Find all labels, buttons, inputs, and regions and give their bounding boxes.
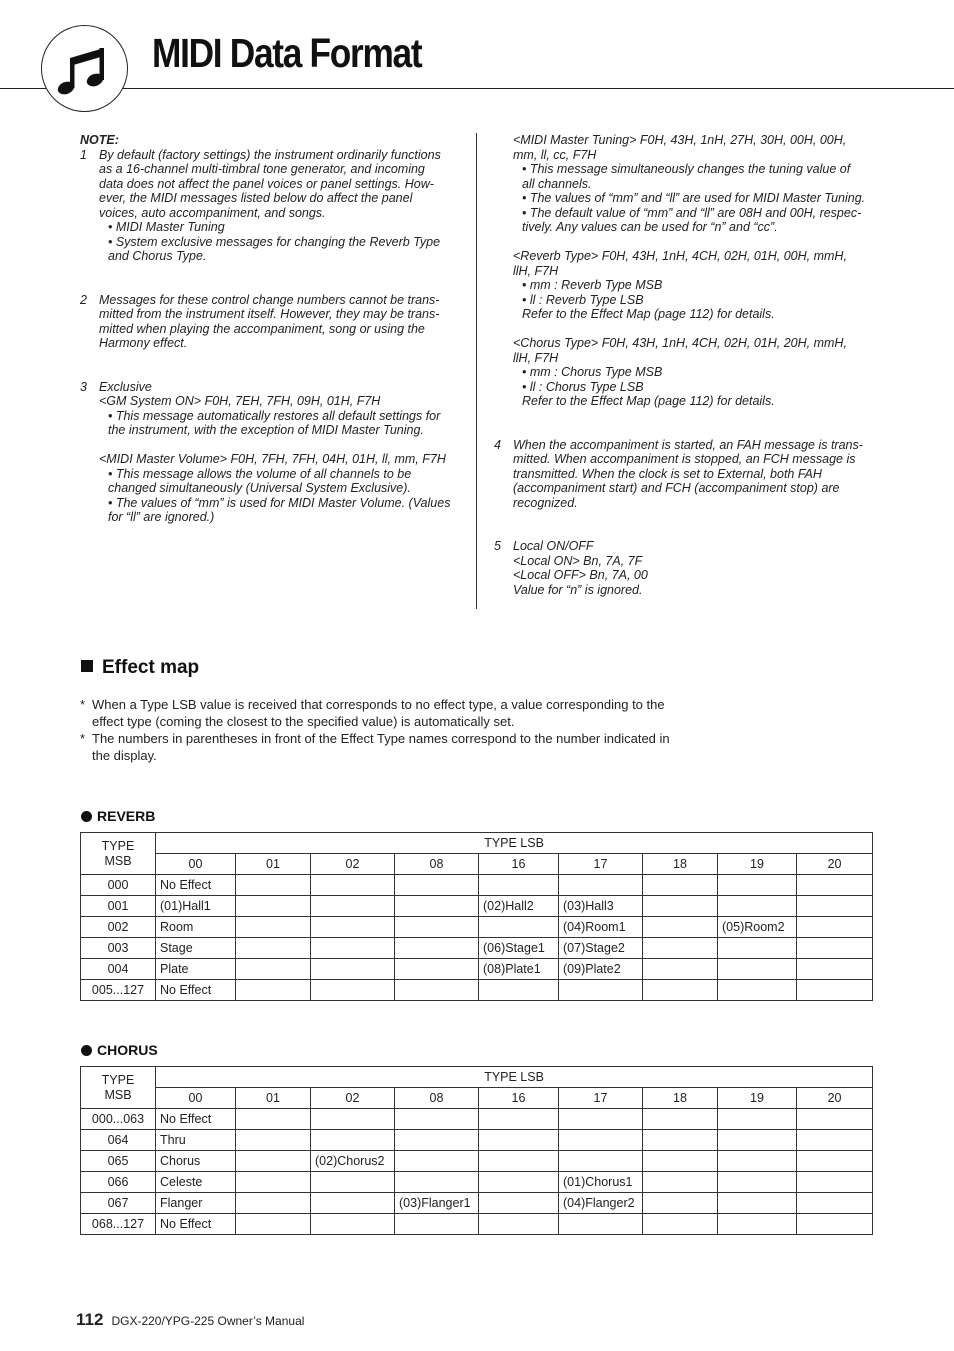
column-header-row: [81, 854, 873, 875]
effect-cell: [395, 1109, 479, 1130]
table-row: [81, 917, 873, 938]
item-number: 2: [80, 292, 87, 307]
bullet-line: • This message allows the volume of all channels to be: [108, 466, 412, 481]
effect-cell: [559, 875, 643, 896]
effect-cell: [643, 1130, 718, 1151]
effect-cell: (02)Hall2: [479, 896, 559, 917]
item-number: 3: [80, 379, 87, 394]
effect-cell: [311, 938, 395, 959]
bullet-line: • ll : Chorus Type LSB: [522, 379, 644, 394]
effect-cell: [311, 980, 395, 1001]
effect-cell: [643, 959, 718, 980]
effect-cell: [236, 1109, 311, 1130]
effect-cell: (01)Hall1: [156, 896, 236, 917]
effect-cell: [311, 1193, 395, 1214]
column-header: 17: [559, 1088, 643, 1109]
effect-cell: [797, 1172, 873, 1193]
msb-header-line: MSB: [104, 1087, 132, 1102]
effect-cell: [236, 1151, 311, 1172]
effect-cell: No Effect: [156, 1214, 236, 1235]
effect-map-heading: [81, 657, 199, 679]
effect-cell: [718, 1130, 797, 1151]
effect-cell: [643, 980, 718, 1001]
effect-cell: [311, 1130, 395, 1151]
effect-cell: [797, 875, 873, 896]
bullet-line: • ll : Reverb Type LSB: [522, 292, 644, 307]
header-row: [81, 1067, 873, 1088]
bullet-line: • The values of “mm” and “ll” are used for MIDI Master Tuning.: [522, 191, 866, 205]
bullet-item: [513, 380, 884, 395]
msb-cell: 005...127: [81, 980, 156, 1001]
refer-line: Refer to the Effect Map (page 112) for details.: [522, 307, 775, 321]
effect-cell: [718, 1151, 797, 1172]
text-line: <Local OFF> Bn, 7A, 00: [513, 568, 648, 582]
effect-cell: (04)Flanger2: [559, 1193, 643, 1214]
effect-cell: (03)Flanger1: [395, 1193, 479, 1214]
effect-cell: [479, 1109, 559, 1130]
chorus-type-block: [494, 336, 884, 409]
effect-cell: [797, 896, 873, 917]
effect-cell: [395, 896, 479, 917]
effect-cell: [797, 917, 873, 938]
tuning-block: [494, 133, 884, 235]
note-item: [80, 730, 700, 764]
effect-cell: [479, 1214, 559, 1235]
effect-cell: [395, 917, 479, 938]
effect-cell: (05)Room2: [718, 917, 797, 938]
bullet-item: [99, 409, 465, 438]
msb-cell: 000...063: [81, 1109, 156, 1130]
effect-cell: (02)Chorus2: [311, 1151, 395, 1172]
left-column: [80, 133, 465, 525]
bullet-line: all channels.: [522, 176, 592, 191]
table-row: [81, 1193, 873, 1214]
column-header-row: [81, 1088, 873, 1109]
effect-cell: [643, 917, 718, 938]
effect-cell: [236, 1214, 311, 1235]
effect-cell: [643, 1193, 718, 1214]
effect-cell: No Effect: [156, 875, 236, 896]
text-line: voices, auto accompaniment, and songs.: [99, 205, 326, 220]
msb-cell: 001: [81, 896, 156, 917]
text-line: <MIDI Master Volume> F0H, 7FH, 7FH, 04H, 01H, ll, mm, F7H: [99, 452, 446, 466]
text-line: as a 16-channel multi-timbral tone generator, and incoming: [99, 162, 425, 176]
table-row: [81, 980, 873, 1001]
page-title: MIDI Data Format: [152, 30, 422, 76]
effect-cell: [718, 980, 797, 1001]
text-line: ever, the MIDI messages listed below do affect the panel: [99, 191, 413, 205]
effect-cell: [797, 1151, 873, 1172]
text-line: <Chorus Type> F0H, 43H, 1nH, 4CH, 02H, 01H, 20H, mmH,: [513, 336, 847, 350]
effect-cell: No Effect: [156, 980, 236, 1001]
effect-cell: [559, 980, 643, 1001]
text-line: mm, ll, cc, F7H: [513, 147, 597, 162]
column-header: 18: [643, 854, 718, 875]
bullet-line: • This message simultaneously changes the tuning value of: [522, 162, 851, 176]
text-line: llH, F7H: [513, 263, 559, 278]
effect-cell: [236, 938, 311, 959]
effect-cell: (06)Stage1: [479, 938, 559, 959]
effect-cell: [718, 938, 797, 959]
bullet-line: • MIDI Master Tuning: [108, 220, 225, 234]
effect-cell: Flanger: [156, 1193, 236, 1214]
effect-cell: [643, 896, 718, 917]
numbered-item: [494, 438, 884, 511]
column-header: 00: [156, 854, 236, 875]
text-line: <MIDI Master Tuning> F0H, 43H, 1nH, 27H, 30H, 00H, 00H,: [513, 133, 847, 147]
effect-cell: [395, 1214, 479, 1235]
item-number: 4: [494, 437, 501, 452]
numbered-item: [80, 293, 465, 351]
spacer: [494, 409, 884, 438]
text-line: By default (factory settings) the instrument ordinarily functions: [99, 147, 441, 162]
column-header: 01: [236, 1088, 311, 1109]
effect-cell: [395, 1172, 479, 1193]
item-body: [99, 380, 465, 525]
table-row: [81, 1109, 873, 1130]
effect-cell: [718, 1193, 797, 1214]
effect-cell: [236, 959, 311, 980]
effect-cell: [395, 1130, 479, 1151]
msb-cell: 065: [81, 1151, 156, 1172]
effect-map-title: Effect map: [102, 657, 200, 678]
music-note-logo: [41, 25, 128, 112]
spacer: [494, 322, 884, 337]
bullet-line: • The values of “mm” is used for MIDI Master Volume. (Values: [108, 495, 451, 510]
effect-cell: [395, 1151, 479, 1172]
effect-cell: [797, 1130, 873, 1151]
text-line: <GM System ON> F0H, 7EH, 7FH, 09H, 01H, F7H: [99, 394, 381, 408]
table-row: [81, 959, 873, 980]
column-header: 19: [718, 854, 797, 875]
text-line: Harmony effect.: [99, 336, 188, 350]
msb-cell: 002: [81, 917, 156, 938]
sysex-details: [494, 133, 884, 597]
item-body: [99, 148, 465, 264]
effect-cell: (01)Chorus1: [559, 1172, 643, 1193]
effect-cell: [236, 875, 311, 896]
bullet-item: [513, 293, 884, 308]
header-row: [81, 833, 873, 854]
manual-name: DGX-220/YPG-225 Owner’s Manual: [111, 1314, 305, 1328]
effect-cell: [395, 959, 479, 980]
circle-bullet-icon: [81, 1045, 92, 1056]
effect-cell: Chorus: [156, 1151, 236, 1172]
effect-cell: [479, 917, 559, 938]
type-lsb-header: TYPE LSB: [156, 1067, 873, 1088]
table-row: [81, 1151, 873, 1172]
item-body: [513, 438, 884, 511]
circle-bullet-icon: [81, 811, 92, 822]
effect-cell: (04)Room1: [559, 917, 643, 938]
effect-cell: [643, 1214, 718, 1235]
bullet-line: • mm : Reverb Type MSB: [522, 278, 663, 292]
msb-cell: 003: [81, 938, 156, 959]
bullet-item: [99, 235, 465, 264]
right-column: [494, 133, 884, 597]
bullet-item: [99, 220, 465, 235]
text-line: When the accompaniment is started, an FAH message is trans-: [513, 437, 863, 452]
effect-cell: [236, 917, 311, 938]
msb-header-line: MSB: [104, 853, 132, 868]
bullet-item: [513, 365, 884, 380]
effect-cell: [718, 875, 797, 896]
effect-cell: [559, 1151, 643, 1172]
text-line: mitted when playing the accompaniment, song or using the: [99, 321, 425, 336]
square-bullet-icon: [81, 660, 93, 672]
music-note-icon: [52, 36, 118, 102]
effect-cell: [718, 959, 797, 980]
effect-cell: [395, 938, 479, 959]
effect-cell: [797, 1109, 873, 1130]
item-body: [513, 539, 884, 597]
effect-cell: [395, 980, 479, 1001]
effect-cell: Plate: [156, 959, 236, 980]
reverb-type-block: [494, 249, 884, 322]
spacer: [80, 264, 465, 293]
text-line: mitted from the instrument itself. However, they may be trans-: [99, 307, 440, 321]
column-header: 19: [718, 1088, 797, 1109]
bullet-item: [513, 191, 884, 206]
header-rule: [0, 88, 954, 89]
column-header: 16: [479, 854, 559, 875]
effect-cell: No Effect: [156, 1109, 236, 1130]
effect-cell: [479, 1130, 559, 1151]
effect-cell: [559, 1130, 643, 1151]
block-body: [494, 133, 884, 235]
msb-cell: 066: [81, 1172, 156, 1193]
effect-cell: [479, 1193, 559, 1214]
spacer: [494, 510, 884, 539]
bullet-item: [99, 496, 465, 525]
note-line: the display.: [92, 748, 157, 763]
column-header: 00: [156, 1088, 236, 1109]
effect-cell: [643, 1172, 718, 1193]
text-line: <Local ON> Bn, 7A, 7F: [513, 553, 643, 568]
asterisk-icon: *: [80, 731, 86, 746]
table-row: [81, 875, 873, 896]
note-line: When a Type LSB value is received that corresponds to no effect type, a value corresponding to the: [92, 697, 665, 712]
text-line: Local ON/OFF: [513, 539, 594, 553]
table-row: [81, 1172, 873, 1193]
effect-cell: (09)Plate2: [559, 959, 643, 980]
bullet-line: • System exclusive messages for changing the Reverb Type: [108, 234, 441, 249]
type-msb-header: [81, 833, 156, 875]
effect-cell: (03)Hall3: [559, 896, 643, 917]
note-body: [92, 730, 670, 764]
msb-header-line: TYPE: [101, 838, 135, 853]
effect-cell: [236, 1130, 311, 1151]
effect-cell: Celeste: [156, 1172, 236, 1193]
effect-cell: [236, 980, 311, 1001]
msb-cell: 068...127: [81, 1214, 156, 1235]
type-lsb-header: TYPE LSB: [156, 833, 873, 854]
effect-cell: [643, 1151, 718, 1172]
effect-cell: [797, 938, 873, 959]
effect-cell: [797, 980, 873, 1001]
bullet-line: • The default value of “mm” and “ll” are 08H and 00H, respec-: [522, 205, 862, 220]
msb-cell: 000: [81, 875, 156, 896]
effect-cell: (07)Stage2: [559, 938, 643, 959]
chorus-label: CHORUS: [97, 1042, 158, 1058]
text-line: mitted. When accompaniment is stopped, an FCH message is: [513, 452, 856, 466]
msb-cell: 004: [81, 959, 156, 980]
effect-cell: [559, 1214, 643, 1235]
asterisk-icon: *: [80, 697, 86, 712]
effect-cell: [797, 1193, 873, 1214]
chorus-heading: [81, 1042, 158, 1058]
note-line: effect type (coming the closest to the specified value) is automatically set.: [92, 714, 515, 729]
note-item: [80, 696, 700, 730]
column-header: 16: [479, 1088, 559, 1109]
reverb-heading: [81, 808, 155, 824]
bullet-item: [513, 206, 884, 235]
bullet-line: changed simultaneously (Universal System Exclusive).: [108, 481, 411, 495]
effect-map-notes: [80, 696, 700, 764]
column-header: 20: [797, 1088, 873, 1109]
numbered-item: [494, 539, 884, 597]
effect-cell: [797, 1214, 873, 1235]
note-line: The numbers in parentheses in front of the Effect Type names correspond to the number indicated in: [92, 731, 670, 746]
spacer: [80, 351, 465, 380]
bullet-item: [99, 467, 465, 496]
effect-cell: [311, 1172, 395, 1193]
bullet-item: [513, 278, 884, 293]
effect-cell: [643, 938, 718, 959]
type-msb-header: [81, 1067, 156, 1109]
column-header: 02: [311, 854, 395, 875]
note-heading: NOTE:: [80, 133, 119, 147]
effect-cell: [718, 1214, 797, 1235]
text-line: llH, F7H: [513, 350, 559, 365]
column-header: 01: [236, 854, 311, 875]
text-line: data does not affect the panel voices or panel settings. How-: [99, 176, 434, 191]
effect-cell: [718, 1109, 797, 1130]
column-divider: [476, 133, 477, 609]
column-header: 08: [395, 1088, 479, 1109]
effect-cell: [236, 1193, 311, 1214]
column-header: 20: [797, 854, 873, 875]
item-body: [99, 293, 465, 351]
effect-cell: [395, 875, 479, 896]
page-number: 112: [76, 1310, 104, 1329]
column-header: 18: [643, 1088, 718, 1109]
text-line: recognized.: [513, 495, 578, 510]
bullet-line: • mm : Chorus Type MSB: [522, 365, 663, 379]
msb-cell: 064: [81, 1130, 156, 1151]
note-body: [92, 696, 665, 730]
chorus-table: [80, 1066, 873, 1235]
table-row: [81, 1214, 873, 1235]
effect-cell: [311, 875, 395, 896]
effect-cell: [479, 875, 559, 896]
item-number: 5: [494, 539, 501, 553]
bullet-item: [513, 162, 884, 191]
msb-header-line: TYPE: [101, 1072, 135, 1087]
effect-cell: Stage: [156, 938, 236, 959]
page-footer: [76, 1310, 304, 1330]
msb-cell: 067: [81, 1193, 156, 1214]
effect-cell: [311, 1214, 395, 1235]
spacer: [99, 438, 465, 453]
effect-cell: [718, 1172, 797, 1193]
effect-cell: [643, 1109, 718, 1130]
text-line: Messages for these control change numbers cannot be trans-: [99, 292, 440, 307]
effect-cell: [236, 896, 311, 917]
text-line: (accompaniment start) and FCH (accompaniment stop) are: [513, 481, 840, 495]
effect-cell: [479, 1172, 559, 1193]
effect-cell: Thru: [156, 1130, 236, 1151]
note-list: [80, 148, 465, 525]
reverb-table: [80, 832, 873, 1001]
effect-cell: [311, 959, 395, 980]
text-line: Value for “n” is ignored.: [513, 582, 643, 597]
table-row: [81, 1130, 873, 1151]
table-row: [81, 938, 873, 959]
block-body: [494, 249, 884, 322]
column-header: 17: [559, 854, 643, 875]
effect-cell: [311, 896, 395, 917]
bullet-line: and Chorus Type.: [108, 249, 207, 263]
effect-cell: Room: [156, 917, 236, 938]
effect-cell: [311, 917, 395, 938]
effect-cell: [718, 896, 797, 917]
text-line: transmitted. When the clock is set to External, both FAH: [513, 466, 822, 481]
effect-cell: [479, 980, 559, 1001]
reverb-label: REVERB: [97, 808, 156, 824]
effect-cell: [236, 1172, 311, 1193]
table-row: [81, 896, 873, 917]
numbered-item: [80, 148, 465, 264]
item-number: 1: [80, 147, 87, 162]
bullet-line: for “ll” are ignored.): [108, 510, 215, 524]
bullet-line: tively. Any values can be used for “n” and “cc”.: [522, 220, 778, 234]
refer-line: Refer to the Effect Map (page 112) for details.: [522, 394, 775, 408]
text-line: Exclusive: [99, 379, 152, 394]
numbered-item: [80, 380, 465, 525]
effect-cell: [311, 1109, 395, 1130]
column-header: 02: [311, 1088, 395, 1109]
effect-cell: [643, 875, 718, 896]
bullet-line: the instrument, with the exception of MIDI Master Tuning.: [108, 423, 424, 437]
effect-cell: [559, 1109, 643, 1130]
effect-cell: (08)Plate1: [479, 959, 559, 980]
text-line: <Reverb Type> F0H, 43H, 1nH, 4CH, 02H, 01H, 00H, mmH,: [513, 249, 847, 263]
block-body: [494, 336, 884, 409]
column-header: 08: [395, 854, 479, 875]
effect-cell: [479, 1151, 559, 1172]
effect-cell: [797, 959, 873, 980]
bullet-line: • This message automatically restores all default settings for: [108, 408, 441, 423]
spacer: [494, 235, 884, 250]
